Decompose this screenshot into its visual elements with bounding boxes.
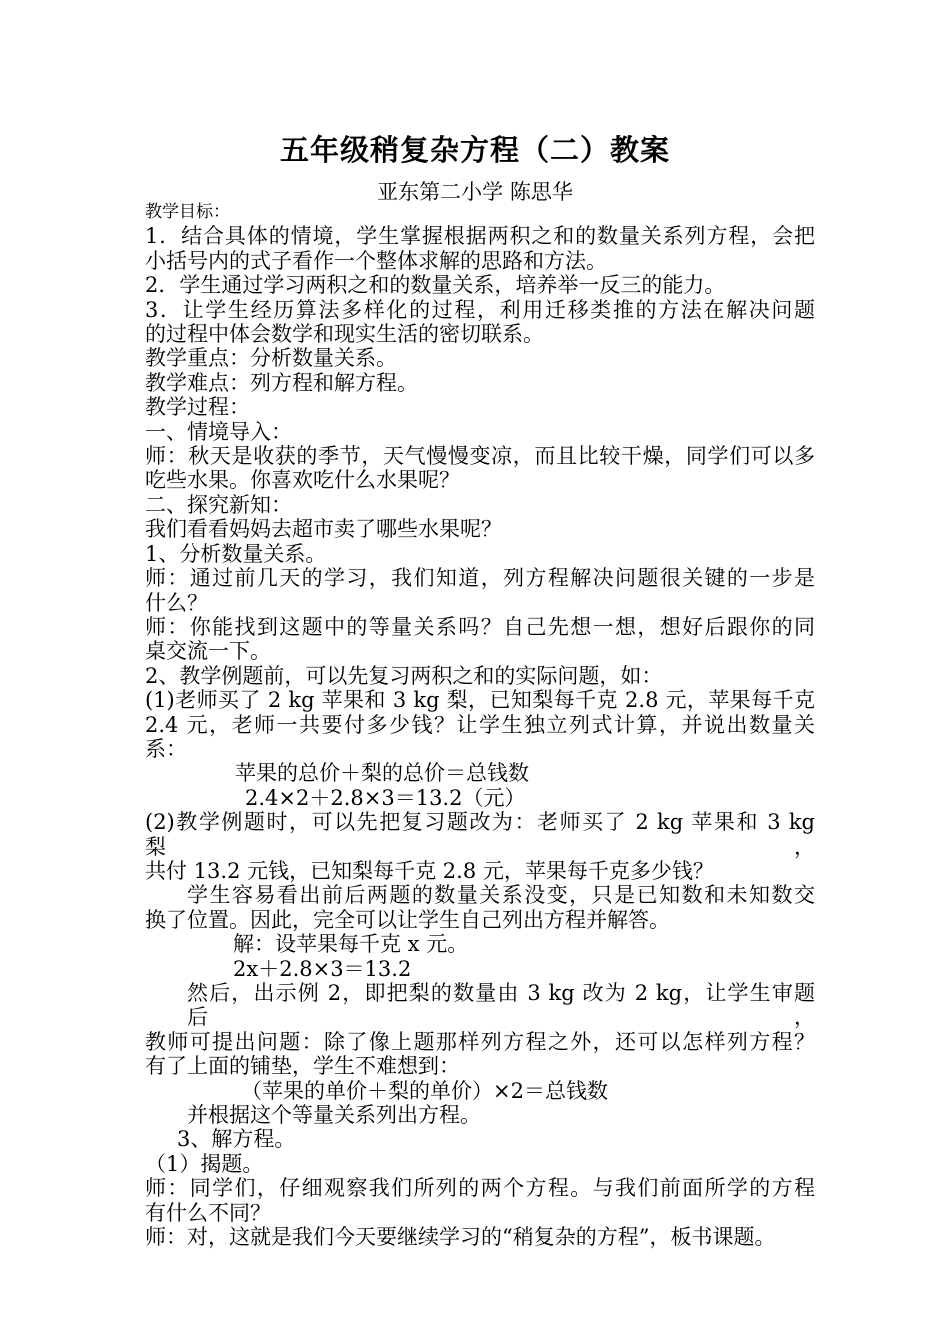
paragraph-line: 换了位置。因此，完全可以让学生自己列出方程并解答。 [145, 907, 670, 932]
paragraph-line: （1）揭题。 [145, 1151, 264, 1176]
section-heading: 二、探究新知： [145, 492, 292, 517]
paragraph-line: 有什么不同？ [145, 1200, 271, 1225]
section-heading: 教学过程： [145, 395, 250, 420]
paragraph-line: 师：你能找到这题中的等量关系吗？自己先想一想，想好后跟你的同 [145, 614, 815, 639]
formula-line: 苹果的总价＋梨的总价＝总钱数 [235, 761, 529, 786]
paragraph-line: 教学难点：列方程和解方程。 [145, 370, 418, 395]
section-heading: 一、情境导入： [145, 419, 292, 444]
paragraph-line: (1)老师买了 2 kg 苹果和 3 kg 梨，已知梨每千克 2.8 元，苹果每千克 [145, 688, 815, 713]
section-heading: 教学目标： [145, 202, 230, 222]
paragraph-line: (2)教学例题时，可以先把复习题改为：老师买了 2 kg 苹果和 3 kg 梨， [145, 810, 815, 859]
paragraph-line: 小括号内的式子看作一个整体求解的思路和方法。 [145, 248, 607, 273]
formula-line: （苹果的单价＋梨的单价）×2＝总钱数 [241, 1078, 608, 1103]
section-heading: 3、解方程。 [177, 1127, 296, 1152]
document-author: 亚东第二小学 陈思华 [377, 180, 573, 204]
formula-line: 2x＋2.8×3＝13.2 [233, 956, 412, 981]
paragraph-line: 教学重点：分析数量关系。 [145, 346, 397, 371]
paragraph-line: 吃些水果。你喜欢吃什么水果呢？ [145, 468, 460, 493]
document-body [145, 200, 815, 1249]
paragraph-line: 共付 13.2 元钱，已知梨每千克 2.8 元，苹果每千克多少钱？ [145, 858, 714, 883]
paragraph-line: 学生容易看出前后两题的数量关系没变，只是已知数和未知数交 [187, 883, 815, 908]
paragraph-line: 桌交流一下。 [145, 639, 271, 664]
paragraph-line: 2．学生通过学习两积之和的数量关系，培养举一反三的能力。 [145, 273, 726, 298]
paragraph-line: 并根据这个等量关系列出方程。 [187, 1103, 481, 1128]
paragraph-line: 师：通过前几天的学习，我们知道，列方程解决问题很关键的一步是 [145, 566, 815, 591]
paragraph-line: 系： [145, 736, 187, 761]
paragraph-line: 有了上面的铺垫，学生不难想到： [145, 1054, 460, 1079]
paragraph-line: 2.4 元，老师一共要付多少钱？让学生独立列式计算，并说出数量关 [145, 712, 815, 737]
paragraph-line: 2、教学例题前，可以先复习两积之和的实际问题，如： [145, 663, 663, 688]
paragraph-line: 然后，出示例 2，即把梨的数量由 3 kg 改为 2 kg，让学生审题后， [187, 981, 815, 1030]
formula-line: 解：设苹果每千克 x 元。 [233, 932, 469, 957]
paragraph-line: 3．让学生经历算法多样化的过程，利用迁移类推的方法在解决问题 [145, 297, 815, 322]
paragraph-line: 的过程中体会数学和现实生活的密切联系。 [145, 322, 544, 347]
paragraph-line: 师：对，这就是我们今天要继续学习的“稍复杂的方程”，板书课题。 [145, 1225, 776, 1250]
paragraph-line: 教师可提出问题：除了像上题那样列方程之外，还可以怎样列方程？ [145, 1029, 815, 1054]
paragraph-line: 师：秋天是收获的季节，天气慢慢变凉，而且比较干燥，同学们可以多 [145, 444, 815, 469]
paragraph-line: 1．结合具体的情境，学生掌握根据两积之和的数量关系列方程，会把 [145, 224, 815, 249]
paragraph-line: 什么？ [145, 590, 208, 615]
paragraph-line: 师：同学们，仔细观察我们所列的两个方程。与我们前面所学的方程 [145, 1176, 815, 1201]
document-title: 五年级稍复杂方程（二）教案 [279, 133, 670, 167]
paragraph-line: 1、分析数量关系。 [145, 541, 327, 566]
formula-line: 2.4×2＋2.8×3＝13.2（元） [245, 785, 526, 810]
paragraph-line: 我们看看妈妈去超市卖了哪些水果呢？ [145, 517, 502, 542]
